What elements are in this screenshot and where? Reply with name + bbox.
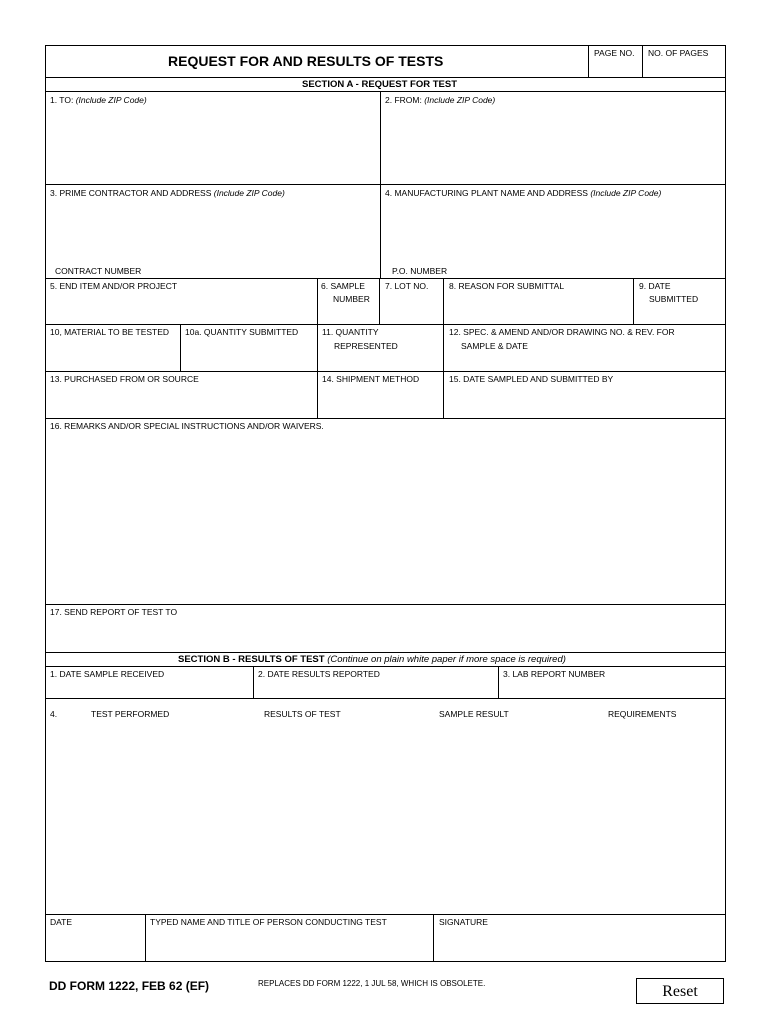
divider <box>317 278 318 418</box>
divider <box>433 914 434 962</box>
divider <box>45 652 726 653</box>
remarks-field[interactable] <box>47 434 724 602</box>
divider <box>180 324 181 372</box>
divider <box>45 77 726 78</box>
date-reported-label: 2. DATE RESULTS REPORTED <box>258 669 380 679</box>
divider <box>253 666 254 698</box>
divider <box>45 184 726 185</box>
signature-label: SIGNATURE <box>439 917 488 927</box>
form-identifier: DD FORM 1222, FEB 62 (EF) <box>49 979 210 993</box>
divider <box>145 914 146 962</box>
date-submitted-field[interactable] <box>635 306 724 322</box>
send-report-label: 17. SEND REPORT OF TEST TO <box>50 607 178 617</box>
divider <box>45 418 726 419</box>
spec-label-1: 12. SPEC. & AMEND AND/OR DRAWING NO. & REV. FOR <box>449 327 675 337</box>
prime-contractor-label: 3. PRIME CONTRACTOR AND ADDRESS (Include ZIP Code) <box>50 188 285 198</box>
divider <box>45 666 726 667</box>
po-number-label: P.O. NUMBER <box>392 266 448 276</box>
manufacturing-plant-field[interactable] <box>382 200 724 262</box>
form-border-left <box>45 45 46 962</box>
quantity-represented-field[interactable] <box>319 353 441 370</box>
replaces-note: REPLACES DD FORM 1222, 1 JUL 58, WHICH IS OBSOLETE. <box>258 979 486 988</box>
contract-number-label: CONTRACT NUMBER <box>55 266 142 276</box>
test-performed-label: TEST PERFORMED <box>91 709 170 719</box>
reason-label: 8. REASON FOR SUBMITTAL <box>449 281 565 291</box>
divider <box>633 278 634 324</box>
lot-no-label: 7. LOT NO. <box>385 281 429 291</box>
typed-name-label: TYPED NAME AND TITLE OF PERSON CONDUCTING TEST <box>150 917 387 927</box>
to-label: 1. TO: (Include ZIP Code) <box>50 95 147 105</box>
remarks-label: 16. REMARKS AND/OR SPECIAL INSTRUCTIONS AND/OR WAIVERS. <box>50 421 324 431</box>
quantity-submitted-field[interactable] <box>182 340 315 370</box>
section-b-heading: SECTION B - RESULTS OF TEST (Continue on plain white paper if more space is required) <box>178 654 566 665</box>
divider <box>45 604 726 605</box>
lab-report-label: 3. LAB REPORT NUMBER <box>503 669 606 679</box>
sample-number-label-2: NUMBER <box>333 294 370 304</box>
quantity-represented-label-1: 11. QUANTITY <box>322 327 379 337</box>
form-title: REQUEST FOR AND RESULTS OF TESTS <box>168 53 444 69</box>
to-field[interactable] <box>47 107 378 183</box>
sample-number-field[interactable] <box>319 306 377 322</box>
divider <box>45 698 726 699</box>
purchased-from-label: 13. PURCHASED FROM OR SOURCE <box>50 374 199 384</box>
date-reported-field[interactable] <box>255 681 496 696</box>
from-field[interactable] <box>382 107 724 183</box>
date-label: DATE <box>50 917 73 927</box>
divider <box>45 91 726 92</box>
spec-label-2: SAMPLE & DATE <box>461 341 528 351</box>
test-results-field[interactable] <box>47 724 724 912</box>
quantity-submitted-label: 10a. QUANTITY SUBMITTED <box>185 327 299 337</box>
form-border-right <box>725 45 726 962</box>
material-field[interactable] <box>47 340 178 370</box>
shipment-method-label: 14. SHIPMENT METHOD <box>322 374 420 384</box>
date-sampled-field[interactable] <box>445 387 724 416</box>
results-of-test-label: RESULTS OF TEST <box>264 709 341 719</box>
divider <box>379 278 380 324</box>
no-of-pages-label: NO. OF PAGES <box>648 48 709 58</box>
lot-no-field[interactable] <box>381 293 441 322</box>
manufacturing-plant-label: 4. MANUFACTURING PLANT NAME AND ADDRESS (Include ZIP Code) <box>385 188 662 198</box>
divider <box>443 278 444 418</box>
divider <box>45 914 726 915</box>
material-label: 10, MATERIAL TO BE TESTED <box>50 327 170 337</box>
date-received-field[interactable] <box>47 681 251 696</box>
divider <box>45 324 726 325</box>
page-no-field[interactable] <box>589 60 641 76</box>
section-a-heading: SECTION A - REQUEST FOR TEST <box>302 79 457 90</box>
reset-button[interactable]: Reset <box>636 978 724 1004</box>
requirements-label: REQUIREMENTS <box>608 709 677 719</box>
item4-number: 4. <box>50 709 58 719</box>
send-report-field[interactable] <box>47 620 724 650</box>
quantity-represented-label-2: REPRESENTED <box>334 341 398 351</box>
date-received-label: 1. DATE SAMPLE RECEIVED <box>50 669 165 679</box>
page-no-label: PAGE NO. <box>594 48 635 58</box>
form-border-bottom <box>45 961 726 962</box>
lab-report-field[interactable] <box>500 681 724 696</box>
typed-name-field[interactable] <box>147 930 431 959</box>
spec-field[interactable] <box>445 353 724 370</box>
end-item-field[interactable] <box>47 293 315 322</box>
end-item-label: 5. END ITEM AND/OR PROJECT <box>50 281 178 291</box>
signature-field[interactable] <box>435 930 724 959</box>
prime-contractor-field[interactable] <box>47 200 378 262</box>
no-of-pages-field[interactable] <box>643 60 724 76</box>
date-sampled-label: 15. DATE SAMPLED AND SUBMITTED BY <box>449 374 614 384</box>
divider <box>45 371 726 372</box>
shipment-method-field[interactable] <box>319 387 441 416</box>
sample-result-label: SAMPLE RESULT <box>439 709 509 719</box>
date-field[interactable] <box>47 930 143 959</box>
reason-field[interactable] <box>445 293 631 322</box>
from-label: 2. FROM: (Include ZIP Code) <box>385 95 496 105</box>
divider <box>498 666 499 698</box>
sample-number-label-1: 6. SAMPLE <box>321 281 365 291</box>
purchased-from-field[interactable] <box>47 387 315 416</box>
date-submitted-label-1: 9. DATE <box>639 281 671 291</box>
divider <box>45 278 726 279</box>
date-submitted-label-2: SUBMITTED <box>649 294 699 304</box>
form-border-top <box>45 45 726 46</box>
